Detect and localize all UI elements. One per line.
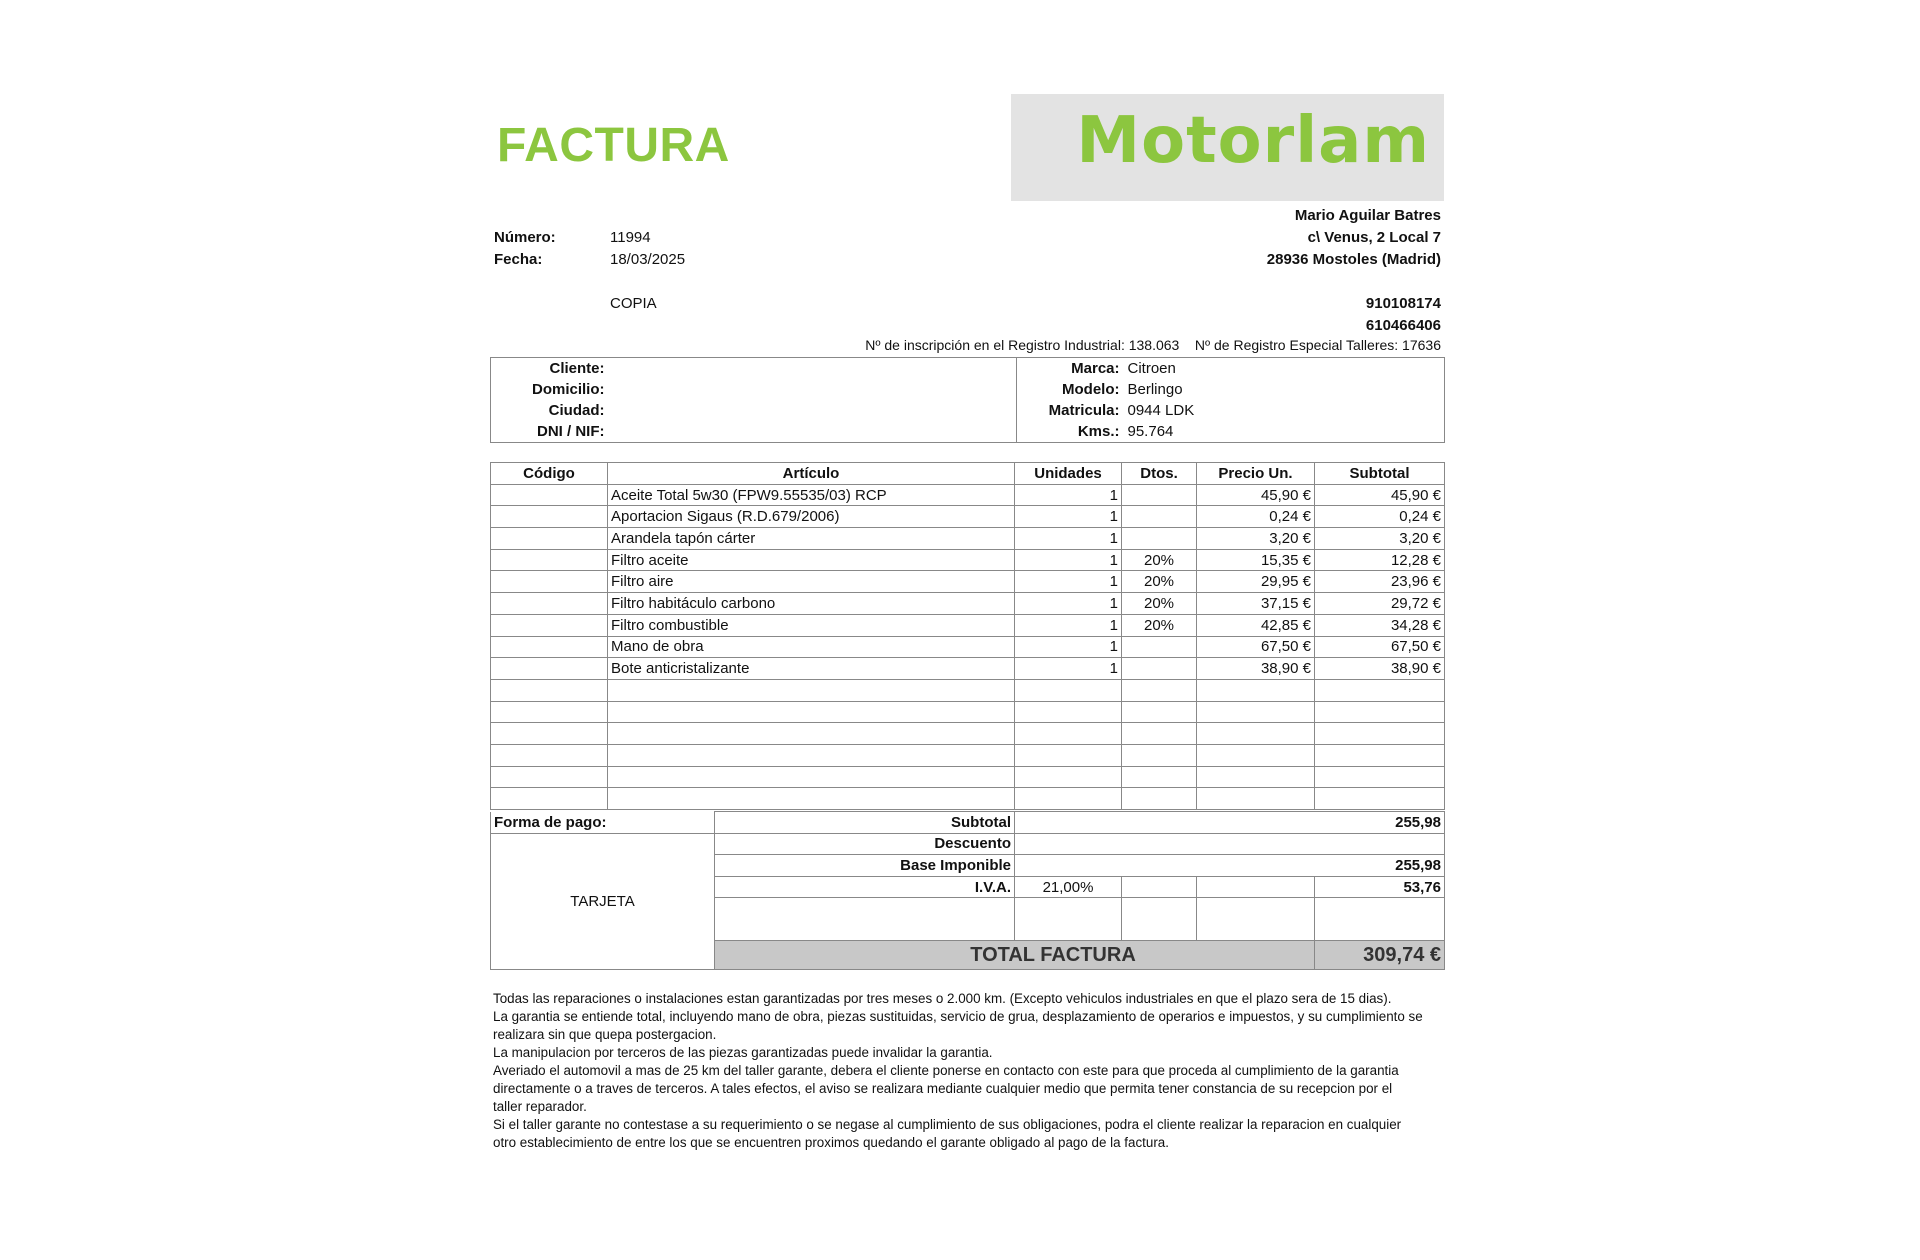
- col-header-articulo: Artículo: [608, 463, 1015, 485]
- warranty-terms: [493, 990, 1423, 1152]
- terms-paragraph: Todas las reparaciones o instalaciones estan garantizadas por tres meses o 2.000 km. (Excepto vehiculos industriales en que el plazo sera de 15 dias).: [493, 991, 1392, 1006]
- vat-empty-2: [1197, 876, 1315, 898]
- cell-codigo: [491, 766, 608, 788]
- table-row: [491, 723, 1445, 745]
- blank-cell-2: [1122, 898, 1197, 941]
- table-row: [491, 614, 1445, 636]
- cell-precio: [1197, 788, 1315, 810]
- cell-articulo: Arandela tapón cárter: [608, 528, 1015, 550]
- cell-codigo: [491, 571, 608, 593]
- items-table: [490, 462, 1445, 810]
- table-row: [491, 506, 1445, 528]
- cell-articulo: Filtro aceite: [608, 549, 1015, 571]
- document-title: FACTURA: [497, 119, 730, 172]
- cell-subtotal: [1315, 744, 1445, 766]
- dni-label: DNI / NIF:: [537, 423, 605, 440]
- city-label: Ciudad:: [548, 402, 605, 419]
- kms-label: Kms.:: [1077, 423, 1120, 440]
- cell-dtos: [1122, 636, 1197, 658]
- brand-logo: [1011, 94, 1444, 201]
- cell-codigo: [491, 723, 608, 745]
- cell-codigo: [491, 788, 608, 810]
- client-value: [609, 358, 1017, 380]
- cell-precio: 37,15 €: [1197, 593, 1315, 615]
- cell-codigo: [491, 549, 608, 571]
- blank-cell-4: [1315, 898, 1445, 941]
- cell-unidades: 1: [1015, 506, 1122, 528]
- city-value: [609, 400, 1017, 421]
- model-value: Berlingo: [1127, 381, 1183, 398]
- cell-unidades: [1015, 679, 1122, 701]
- cell-articulo: [608, 766, 1015, 788]
- cell-subtotal: 12,28 €: [1315, 549, 1445, 571]
- cell-articulo: [608, 788, 1015, 810]
- cell-codigo: [491, 593, 608, 615]
- cell-unidades: 1: [1015, 593, 1122, 615]
- cell-subtotal: 38,90 €: [1315, 658, 1445, 680]
- table-row: [491, 744, 1445, 766]
- cell-dtos: [1122, 723, 1197, 745]
- cell-subtotal: 23,96 €: [1315, 571, 1445, 593]
- cell-unidades: 1: [1015, 549, 1122, 571]
- cell-unidades: 1: [1015, 614, 1122, 636]
- col-header-unidades: Unidades: [1015, 463, 1122, 485]
- invoice-date: 18/03/2025: [610, 251, 686, 268]
- table-row: [491, 679, 1445, 701]
- company-phone-2: 610466406: [1365, 317, 1441, 334]
- cell-articulo: Filtro combustible: [608, 614, 1015, 636]
- company-phone-1: 910108174: [1365, 295, 1441, 312]
- cell-codigo: [491, 636, 608, 658]
- cell-subtotal: 3,20 €: [1315, 528, 1445, 550]
- cell-subtotal: [1315, 723, 1445, 745]
- invoice-date-label: Fecha:: [494, 251, 543, 268]
- company-name: Mario Aguilar Batres: [1294, 207, 1441, 224]
- grand-total-value: 309,74 €: [1315, 941, 1445, 970]
- table-row: [491, 788, 1445, 810]
- cell-precio: [1197, 723, 1315, 745]
- col-header-precio: Precio Un.: [1197, 463, 1315, 485]
- brand-logo-text: Motorlam: [1076, 104, 1430, 178]
- cell-precio: [1197, 679, 1315, 701]
- cell-codigo: [491, 679, 608, 701]
- subtotal-value: 255,98: [1015, 812, 1445, 834]
- cell-dtos: [1122, 679, 1197, 701]
- cell-unidades: [1015, 701, 1122, 723]
- cell-precio: 0,24 €: [1197, 506, 1315, 528]
- col-header-subtotal: Subtotal: [1315, 463, 1445, 485]
- cell-subtotal: 34,28 €: [1315, 614, 1445, 636]
- plate-label: Matricula:: [1048, 402, 1120, 419]
- totals-table: [490, 811, 1445, 970]
- dni-value: [609, 421, 1017, 443]
- cell-dtos: [1122, 658, 1197, 680]
- copy-label: COPIA: [610, 295, 657, 312]
- client-label: Cliente:: [549, 360, 605, 377]
- table-row: [491, 484, 1445, 506]
- cell-subtotal: [1315, 679, 1445, 701]
- cell-codigo: [491, 614, 608, 636]
- cell-dtos: 20%: [1122, 571, 1197, 593]
- discount-label: Descuento: [715, 833, 1015, 855]
- cell-unidades: [1015, 766, 1122, 788]
- cell-codigo: [491, 484, 608, 506]
- cell-articulo: Aportacion Sigaus (R.D.679/2006): [608, 506, 1015, 528]
- cell-subtotal: 45,90 €: [1315, 484, 1445, 506]
- cell-articulo: Aceite Total 5w30 (FPW9.55535/03) RCP: [608, 484, 1015, 506]
- blank-cell-3: [1197, 898, 1315, 941]
- cell-dtos: [1122, 506, 1197, 528]
- cell-dtos: 20%: [1122, 549, 1197, 571]
- cell-codigo: [491, 506, 608, 528]
- cell-precio: [1197, 701, 1315, 723]
- cell-unidades: 1: [1015, 484, 1122, 506]
- cell-unidades: [1015, 723, 1122, 745]
- cell-subtotal: 0,24 €: [1315, 506, 1445, 528]
- cell-articulo: [608, 744, 1015, 766]
- cell-precio: 45,90 €: [1197, 484, 1315, 506]
- subtotal-label: Subtotal: [715, 812, 1015, 834]
- col-header-codigo: Código: [491, 463, 608, 485]
- payment-method-value: TARJETA: [491, 833, 715, 970]
- address-value: [609, 379, 1017, 400]
- cell-unidades: 1: [1015, 636, 1122, 658]
- cell-articulo: [608, 679, 1015, 701]
- grand-total-label: TOTAL FACTURA: [715, 941, 1315, 970]
- registry-info: Nº de inscripción en el Registro Industrial: 138.063 Nº de Registro Especial Talleres: 17636: [865, 337, 1441, 353]
- invoice-number: 11994: [610, 229, 651, 246]
- vat-label: I.V.A.: [715, 876, 1015, 898]
- cell-articulo: Mano de obra: [608, 636, 1015, 658]
- cell-unidades: [1015, 788, 1122, 810]
- cell-codigo: [491, 658, 608, 680]
- discount-value: [1015, 833, 1445, 855]
- table-row: [491, 549, 1445, 571]
- table-row: [491, 701, 1445, 723]
- cell-codigo: [491, 701, 608, 723]
- table-row: [491, 766, 1445, 788]
- cell-dtos: 20%: [1122, 593, 1197, 615]
- cell-unidades: 1: [1015, 571, 1122, 593]
- terms-paragraph: La manipulacion por terceros de las piezas garantizadas puede invalidar la garantia.: [493, 1045, 993, 1060]
- terms-paragraph: La garantia se entiende total, incluyendo mano de obra, piezas sustituidas, servicio de grua, desplazamiento de operarios e impuestos, y su cumplimiento se realizara sin que quepa postergacion.: [493, 1009, 1423, 1042]
- cell-subtotal: 67,50 €: [1315, 636, 1445, 658]
- items-body: [491, 484, 1445, 809]
- items-header-row: [491, 463, 1445, 485]
- cell-unidades: [1015, 744, 1122, 766]
- vat-empty-1: [1122, 876, 1197, 898]
- cell-dtos: [1122, 766, 1197, 788]
- table-row: [491, 593, 1445, 615]
- cell-precio: [1197, 766, 1315, 788]
- cell-unidades: 1: [1015, 528, 1122, 550]
- cell-articulo: Filtro habitáculo carbono: [608, 593, 1015, 615]
- cell-articulo: [608, 723, 1015, 745]
- invoice-number-label: Número:: [494, 229, 556, 246]
- client-vehicle-box: [490, 357, 1445, 443]
- cell-precio: 15,35 €: [1197, 549, 1315, 571]
- cell-codigo: [491, 744, 608, 766]
- brand-label: Marca:: [1071, 360, 1120, 377]
- table-row: [491, 658, 1445, 680]
- cell-dtos: [1122, 744, 1197, 766]
- address-label: Domicilio:: [531, 381, 605, 398]
- cell-precio: 29,95 €: [1197, 571, 1315, 593]
- cell-subtotal: [1315, 701, 1445, 723]
- cell-articulo: Filtro aire: [608, 571, 1015, 593]
- vat-rate: 21,00%: [1015, 876, 1122, 898]
- cell-articulo: Bote anticristalizante: [608, 658, 1015, 680]
- blank-cell-1: [1015, 898, 1122, 941]
- cell-dtos: [1122, 484, 1197, 506]
- cell-dtos: [1122, 701, 1197, 723]
- cell-dtos: 20%: [1122, 614, 1197, 636]
- plate-value: 0944 LDK: [1127, 402, 1195, 419]
- kms-value: 95.764: [1127, 423, 1174, 440]
- cell-precio: [1197, 744, 1315, 766]
- cell-subtotal: 29,72 €: [1315, 593, 1445, 615]
- terms-paragraph: Si el taller garante no contestase a su requerimiento o se negase al cumplimiento de sus obligaciones, podra el cliente realizar la reparacion en cualquier otro establecimiento de entre los que se encuentren proximos quedando el garante obligado al pago de la factura.: [493, 1117, 1402, 1150]
- cell-precio: 42,85 €: [1197, 614, 1315, 636]
- table-row: [491, 528, 1445, 550]
- company-address-line1: c\ Venus, 2 Local 7: [1307, 229, 1441, 246]
- cell-subtotal: [1315, 766, 1445, 788]
- payment-method-label: Forma de pago:: [491, 812, 715, 834]
- cell-unidades: 1: [1015, 658, 1122, 680]
- table-row: [491, 636, 1445, 658]
- totals-spacer: [715, 898, 1015, 941]
- model-label: Modelo:: [1062, 381, 1120, 398]
- cell-precio: 3,20 €: [1197, 528, 1315, 550]
- cell-articulo: [608, 701, 1015, 723]
- tax-base-label: Base Imponible: [715, 855, 1015, 877]
- cell-dtos: [1122, 788, 1197, 810]
- cell-subtotal: [1315, 788, 1445, 810]
- cell-precio: 67,50 €: [1197, 636, 1315, 658]
- cell-precio: 38,90 €: [1197, 658, 1315, 680]
- table-row: [491, 571, 1445, 593]
- tax-base-value: 255,98: [1015, 855, 1445, 877]
- cell-dtos: [1122, 528, 1197, 550]
- cell-codigo: [491, 528, 608, 550]
- vat-value: 53,76: [1315, 876, 1445, 898]
- col-header-dtos: Dtos.: [1122, 463, 1197, 485]
- terms-paragraph: Averiado el automovil a mas de 25 km del taller garante, debera el cliente ponerse en contacto con este para que proceda al cumplimiento de la garantia directamente o a traves de terceros. A tales efectos, el aviso se realizara mediante cualquier medio que permita tener constancia de su recepcion por el taller reparador.: [493, 1063, 1399, 1114]
- company-address-line2: 28936 Mostoles (Madrid): [1266, 251, 1441, 268]
- brand-value: Citroen: [1127, 360, 1176, 377]
